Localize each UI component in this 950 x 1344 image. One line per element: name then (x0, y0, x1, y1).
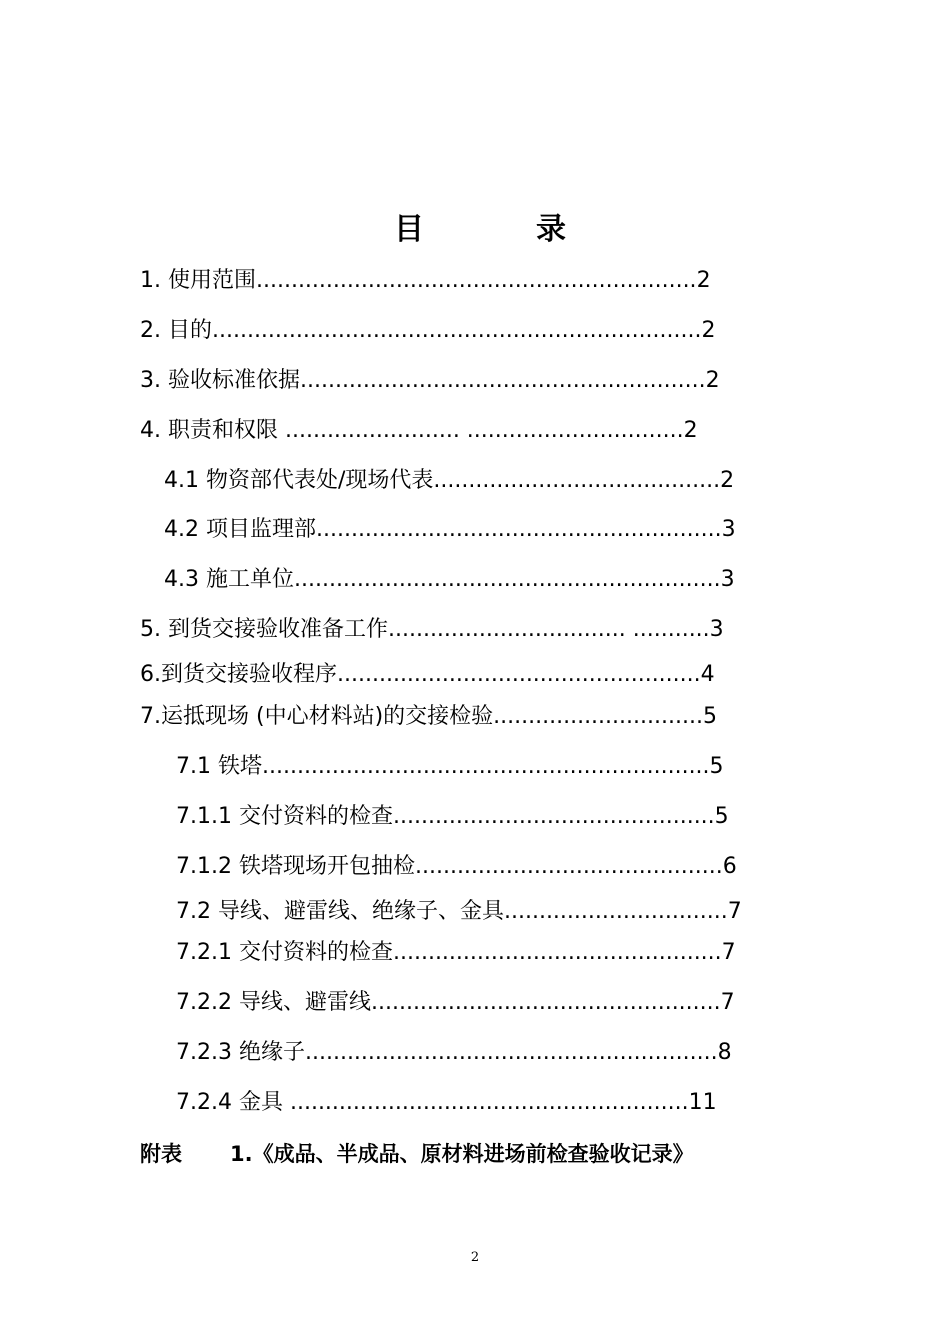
toc-leader: ............................................... (392, 940, 722, 965)
toc-leader: ...................................................................... (211, 318, 702, 343)
toc-page: 2 (696, 268, 711, 293)
toc-leader: ................................................................ (261, 754, 710, 779)
toc-title (0, 204, 950, 248)
toc-entry-text: 1. 使用范围 (140, 268, 256, 293)
page-number: 2 (470, 1250, 480, 1265)
toc-entry-text: 7.2 导线、避雷线、绝缘子、金具 (176, 899, 504, 924)
toc-page: 7 (727, 899, 742, 924)
toc-entry-text: 7.1 铁塔 (176, 754, 262, 779)
toc-entry[interactable] (176, 1038, 732, 1068)
toc-entry-text: 2. 目的 (140, 318, 212, 343)
toc-entry[interactable] (164, 565, 735, 595)
appendix-label: 附表 (140, 1142, 182, 1166)
toc-entry[interactable] (140, 702, 717, 732)
toc-entry-text: 7.2.4 金具 (176, 1090, 290, 1115)
toc-entry[interactable] (176, 1088, 717, 1118)
toc-entry-text: 4.2 项目监理部 (164, 517, 316, 542)
toc-page: 7 (721, 940, 736, 965)
toc-entry[interactable] (164, 515, 736, 545)
toc-entry[interactable] (140, 266, 711, 296)
toc-page: 2 (720, 468, 735, 493)
toc-page: 2 (683, 418, 698, 443)
toc-leader: ......................................................... (289, 1090, 689, 1115)
toc-leader: ......................................... (433, 468, 721, 493)
toc-leader: .............................................. (392, 804, 715, 829)
appendix-text: 1.《成品、半成品、原材料进场前检查验收记录》 (230, 1142, 694, 1166)
toc-leader: ......................... ............................... (284, 418, 684, 443)
toc-page: 8 (717, 1040, 732, 1065)
toc-page: 3 (720, 567, 735, 592)
toc-entry[interactable] (176, 852, 737, 882)
toc-entry-text: 4. 职责和权限 (140, 418, 285, 443)
toc-leader: .................................................... (337, 662, 701, 687)
toc-entry-text: 5. 到货交接验收准备工作 (140, 617, 388, 642)
toc-entry[interactable] (164, 466, 734, 496)
toc-page: 5 (702, 704, 717, 729)
toc-entry-text: 7.2.3 绝缘子 (176, 1040, 305, 1065)
toc-leader: ............................................................... (255, 268, 697, 293)
toc-leader: ............................................................. (293, 567, 721, 592)
toc-entry[interactable] (140, 615, 724, 645)
toc-leader: ........................................................... (304, 1040, 718, 1065)
toc-leader: .................................................. (370, 990, 721, 1015)
toc-leader: .......................................................... (315, 517, 722, 542)
toc-page: 7 (720, 990, 735, 1015)
toc-page: 11 (688, 1090, 717, 1115)
toc-leader: .............................. (493, 704, 703, 729)
toc-entry-text: 6.到货交接验收程序 (140, 662, 337, 687)
toc-entry[interactable] (140, 316, 716, 346)
toc-entry[interactable] (176, 938, 736, 968)
toc-page: 6 (722, 854, 737, 879)
toc-entry-text: 7.2.1 交付资料的检查 (176, 940, 393, 965)
appendix-entry[interactable] (140, 1138, 694, 1168)
toc-entry[interactable] (176, 988, 735, 1018)
toc-leader: ............................................ (414, 854, 723, 879)
toc-page: 3 (721, 517, 736, 542)
toc-page: 5 (714, 804, 729, 829)
toc-entry-text: 3. 验收标准依据 (140, 368, 300, 393)
toc-entry[interactable] (140, 660, 715, 690)
toc-entry[interactable] (140, 366, 720, 396)
toc-entry-text: 4.3 施工单位 (164, 567, 294, 592)
toc-page: 3 (709, 617, 724, 642)
toc-leader: ................................ (503, 899, 728, 924)
toc-page: 2 (701, 318, 716, 343)
toc-entry[interactable] (176, 897, 742, 927)
toc-entry[interactable] (176, 802, 729, 832)
toc-page: 4 (700, 662, 715, 687)
toc-entry-text: 7.运抵现场 (中心材料站)的交接检验 (140, 704, 494, 729)
toc-entry-text: 4.1 物资部代表处/现场代表 (164, 468, 434, 493)
toc-entry[interactable] (140, 416, 698, 446)
toc-page: 5 (709, 754, 724, 779)
toc-leader: .......................................................... (299, 368, 706, 393)
toc-title-char-1: 目 (394, 212, 424, 247)
toc-entry[interactable] (176, 752, 724, 782)
toc-page: 2 (705, 368, 720, 393)
toc-entry-text: 7.2.2 导线、避雷线 (176, 990, 371, 1015)
toc-leader: .................................. ........... (387, 617, 710, 642)
toc-entry-text: 7.1.2 铁塔现场开包抽检 (176, 854, 415, 879)
toc-title-char-2: 录 (536, 212, 566, 247)
toc-entry-text: 7.1.1 交付资料的检查 (176, 804, 393, 829)
